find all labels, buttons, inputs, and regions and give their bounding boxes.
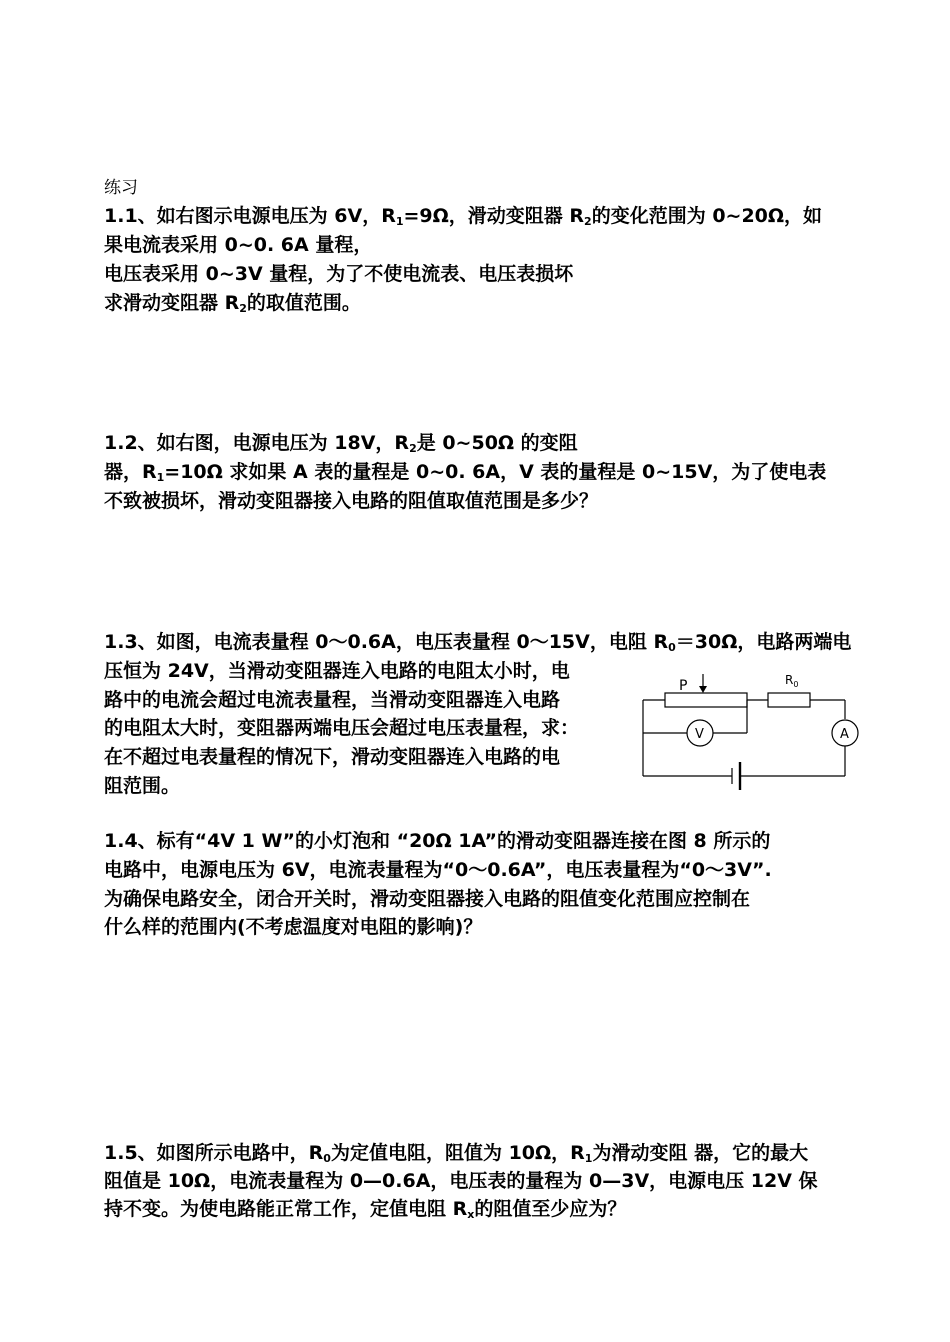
resistor-r0 xyxy=(768,693,810,707)
q4-line-2: 电路中，电源电压为 6V，电流表量程为“0～0.6A”，电压表量程为“0～3V”. xyxy=(104,859,772,881)
q4-line-4: 什么样的范围内(不考虑温度对电阻的影响)？ xyxy=(104,916,483,938)
q3-line-1: 1.3、如图，电流表量程 0～0.6A，电压表量程 0～15V，电阻 $R_0=30\Omega$，电路两端电 xyxy=(104,631,852,654)
circuit-diagram xyxy=(635,662,865,797)
slider-label: P xyxy=(679,678,688,694)
voltmeter-label: V xyxy=(695,727,704,742)
q4-line-3: 为确保电路安全，闭合开关时，滑动变阻器接入电路的阻值变化范围应控制在 xyxy=(104,888,751,910)
q3-line-2: 压恒为 24V，当滑动变阻器连入电路的电阻太小时，电 xyxy=(104,660,570,682)
q5-line-3: 持不变。为使电路能正常工作，定值电阻 $R_x$的阻值至少应为？ xyxy=(104,1198,627,1221)
slider-arrow xyxy=(699,686,707,693)
q3-line-4: 的电阻太大时，变阻器两端电压会超过电压表量程，求： xyxy=(104,717,580,739)
q1-line-4: 求滑动变阻器 $R_2$的取值范围。 xyxy=(104,292,361,315)
q2-line-1: 1.2、如右图，电源电压为 18V，$R_2$是 0~50Ω 的变阻 xyxy=(104,432,578,455)
q1-line-3: 电压表采用 0~3V 量程，为了不使电流表、电压表损坏 xyxy=(104,263,574,285)
q2-line-2: 器，$R_1=10\Omega$ 求如果 A 表的量程是 0~0. 6A，V 表的量程是 0~15V，为了使电表 xyxy=(104,461,827,484)
q3-line-3: 路中的电流会超过电流表量程，当滑动变阻器连入电路 xyxy=(104,689,561,711)
ammeter-label: A xyxy=(840,727,849,742)
heading: 练习 xyxy=(104,178,138,198)
q1-line-1: 1.1、如右图示电源电压为 6V，$R_1=9\Omega$，滑动变阻器 $R_2$的变化范围为 0~20Ω，如 xyxy=(104,205,823,228)
q4-line-1: 1.4、标有“4V 1 W”的小灯泡和 “20Ω 1A”的滑动变阻器连接在图 8 所示的 xyxy=(104,830,771,852)
q1-line-2: 果电流表采用 0~0. 6A 量程， xyxy=(104,234,373,256)
q3-line-5: 在不超过电表量程的情况下，滑动变阻器连入电路的电 xyxy=(104,746,561,768)
r0-label: $R_0$ xyxy=(785,673,799,689)
q2-line-3: 不致被损坏，滑动变阻器接入电路的阻值取值范围是多少？ xyxy=(104,490,599,512)
q5-line-2: 阻值是 10Ω，电流表量程为 0—0.6A，电压表的量程为 0—3V，电源电压 12V 保 xyxy=(104,1170,818,1192)
q3-line-6: 阻范围。 xyxy=(104,775,181,797)
rheostat xyxy=(665,693,747,707)
q5-line-1: 1.5、如图所示电路中，$R_0$为定值电阻，阻值为 10Ω，$R_1$为滑动变阻 器，它的最大 xyxy=(104,1142,809,1165)
